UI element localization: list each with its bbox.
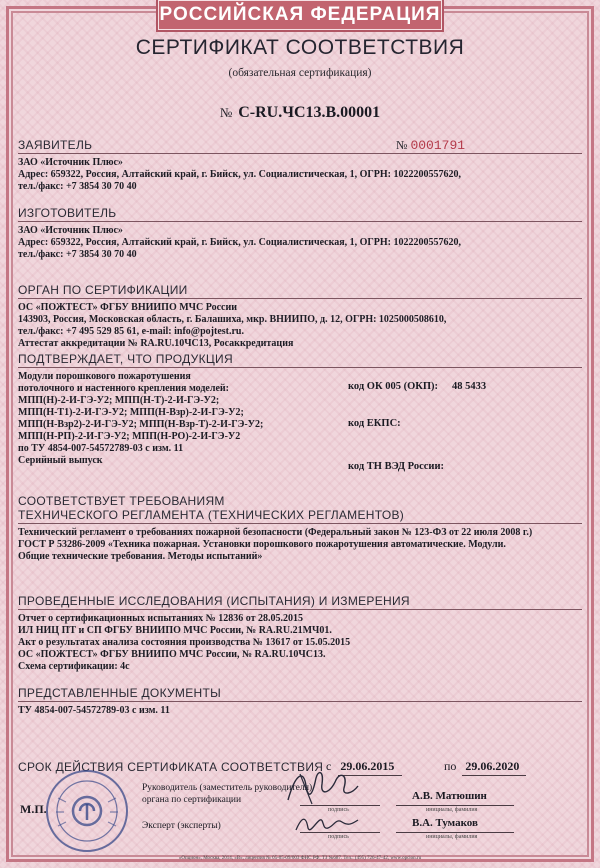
expert-name: В.А. Тумаков: [412, 817, 478, 829]
country-banner: РОССИЙСКАЯ ФЕДЕРАЦИЯ: [158, 0, 442, 30]
number-sign: №: [219, 105, 233, 120]
tech-regulations-heading: ТЕХНИЧЕСКОГО РЕГЛАМЕНТА (ТЕХНИЧЕСКИХ РЕГЛАМЕНТОВ): [18, 508, 405, 522]
cert-body-accreditation: Аттестат аккредитации № RA.RU.10ЧС13, Росаккредитация: [18, 338, 294, 349]
ekps-code-label: код ЕКПС:: [348, 418, 401, 429]
requirement-line: Общие технические требования. Методы испытаний»: [18, 551, 263, 562]
from-prefix: с: [326, 759, 332, 773]
documents-heading: ПРЕДСТАВЛЕННЫЕ ДОКУМЕНТЫ: [18, 686, 222, 700]
product-line: МПП(Н-Т1)-2-И-ГЭ-У2; МПП(Н-Взр)-2-И-ГЭ-У2;: [18, 407, 244, 418]
validity-label: СРОК ДЕЙСТВИЯ СЕРТИФИКАТА СООТВЕТСТВИЯ: [18, 760, 324, 774]
head-signature-icon: [282, 764, 362, 808]
product-line: по ТУ 4854-007-54572789-03 с изм. 11: [18, 443, 184, 454]
tnved-code-label: код ТН ВЭД России:: [348, 461, 445, 472]
document-line: ТУ 4854-007-54572789-03 с изм. 11: [18, 705, 170, 716]
test-line: ИЛ НИЦ ПТ и СП ФГБУ ВНИИПО МЧС России, № RA.RU.21МЧ01.: [18, 625, 332, 636]
name-line: [396, 805, 514, 806]
cert-body-heading: ОРГАН ПО СЕРТИФИКАЦИИ: [18, 283, 188, 297]
okp-code-label: код ОК 005 (ОКП):: [348, 381, 439, 392]
validity-to-date: 29.06.2020: [465, 759, 520, 773]
certificate-number-value: C-RU.ЧС13.В.00001: [238, 104, 381, 121]
certificate-number: [0, 104, 600, 122]
name-line: [396, 832, 514, 833]
divider: [18, 701, 582, 702]
requirement-line: ГОСТ Р 53286-2009 «Техника пожарная. Установки порошкового пожаротушения автоматические. Модули.: [18, 539, 506, 550]
name-caption: инициалы, фамилия: [426, 834, 478, 840]
product-line: потолочного и настенного крепления моделей:: [18, 383, 229, 394]
test-line: Схема сертификации: 4с: [18, 661, 130, 672]
signature-caption: подпись: [328, 807, 349, 813]
product-serial-production: Серийный выпуск: [18, 455, 103, 466]
blank-serial-number: [396, 138, 465, 153]
name-caption: инициалы, фамилия: [426, 807, 478, 813]
validity-from-date: 29.06.2015: [340, 759, 395, 773]
document-subtitle: (обязательная сертификация): [228, 67, 372, 79]
product-line: МПП(Н-РП)-2-И-ГЭ-У2; МПП(Н-РО)-2-И-ГЭ-У2: [18, 431, 241, 442]
expert-label: Эксперт (эксперты): [142, 821, 221, 831]
to-prefix: по: [444, 759, 457, 773]
head-label-1: Руководитель (заместитель руководителя): [142, 783, 313, 793]
product-line: МПП(Н-Взр2)-2-И-ГЭ-У2; МПП(Н-Взр-Т)-2-И-ГЭ-У2;: [18, 419, 264, 430]
head-name: А.В. Матюшин: [412, 790, 487, 802]
divider: [18, 153, 582, 154]
signature-caption: подпись: [328, 834, 349, 840]
product-heading: ПОДТВЕРЖДАЕТ, ЧТО ПРОДУКЦИЯ: [18, 352, 233, 366]
test-line: ОС «ПОЖТЕСТ» ФГБУ ВНИИПО МЧС России, № RA.RU.10ЧС13.: [18, 649, 326, 660]
date-underline: [462, 775, 526, 776]
applicant-phone: тел./факс: +7 3854 30 70 40: [18, 181, 137, 192]
requirements-heading: СООТВЕТСТВУЕТ ТРЕБОВАНИЯМ: [18, 494, 225, 508]
divider: [18, 609, 582, 610]
product-line: МПП(Н)-2-И-ГЭ-У2; МПП(Н-Т)-2-И-ГЭ-У2;: [18, 395, 220, 406]
printer-footer: «Опцион», Москва, 2014, «В», лицензия № 05-05-09/003 ФНС РФ, ТЗ №687. Тел.: (495) 726-47-42, www.opcion.ru: [178, 856, 422, 861]
applicant-address: Адрес: 659322, Россия, Алтайский край, г. Бийск, ул. Социалистическая, 1, ОГРН: 1022200557620,: [18, 169, 461, 180]
product-line: Модули порошкового пожаротушения: [18, 371, 191, 382]
manufacturer-heading: ИЗГОТОВИТЕЛЬ: [18, 206, 117, 220]
applicant-name: ЗАО «Источник Плюс»: [18, 157, 123, 168]
okp-code-value: 48 5433: [452, 381, 487, 392]
cert-body-name: ОС «ПОЖТЕСТ» ФГБУ ВНИИПО МЧС России: [18, 302, 237, 313]
cert-body-contacts: тел./факс: +7 495 529 85 61, e-mail: info@pojtest.ru.: [18, 326, 244, 337]
applicant-heading: ЗАЯВИТЕЛЬ: [18, 138, 93, 152]
requirement-line: Технический регламент о требованиях пожарной безопасности (Федеральный закон № 123-ФЗ от 22 июля 2008 г.): [18, 527, 533, 538]
divider: [18, 298, 582, 299]
tests-heading: ПРОВЕДЕННЫЕ ИССЛЕДОВАНИЯ (ИСПЫТАНИЯ) И ИЗМЕРЕНИЯ: [18, 594, 410, 608]
divider: [18, 221, 582, 222]
blank-serial-value: 0001791: [410, 138, 466, 153]
divider: [18, 367, 582, 368]
cert-body-address: 143903, Россия, Московская область, г. Балашиха, мкр. ВНИИПО, д. 12, ОГРН: 1025000508610,: [18, 314, 447, 325]
manufacturer-name: ЗАО «Источник Плюс»: [18, 225, 123, 236]
expert-signature-icon: [292, 812, 362, 836]
test-line: Акт о результатах анализа состояния производства № 13617 от 15.05.2015: [18, 637, 351, 648]
manufacturer-address: Адрес: 659322, Россия, Алтайский край, г. Бийск, ул. Социалистическая, 1, ОГРН: 1022200557620,: [18, 237, 461, 248]
okp-code: [348, 381, 486, 392]
manufacturer-phone: тел./факс: +7 3854 30 70 40: [18, 249, 137, 260]
divider: [18, 523, 582, 524]
validity-to: [444, 759, 519, 774]
seal-place-label: М.П.: [20, 802, 47, 816]
number-sign: №: [396, 138, 408, 152]
seal-stamp-icon: [44, 768, 130, 854]
test-line: Отчет о сертификационных испытаниях № 12836 от 28.05.2015: [18, 613, 303, 624]
head-label-2: органа по сертификации: [142, 795, 242, 805]
document-title: СЕРТИФИКАТ СООТВЕТСТВИЯ: [135, 36, 465, 59]
